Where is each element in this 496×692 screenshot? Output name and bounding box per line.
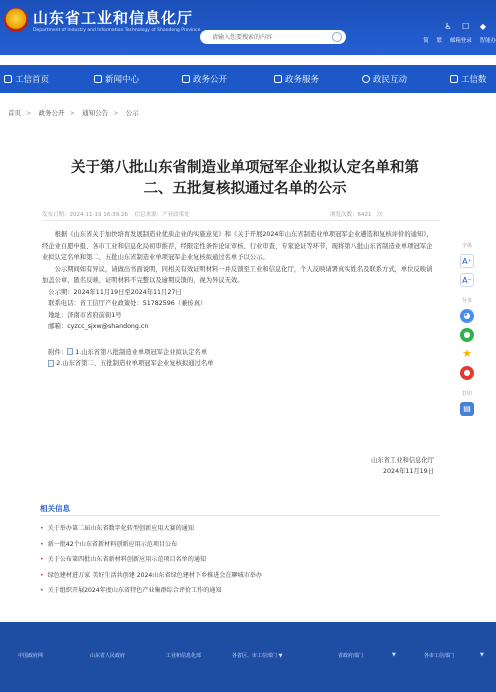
header-links [417,36,496,44]
footer-link-miit[interactable]: 工业和信息化部 [166,653,202,659]
nav-item-gov-service[interactable]: 政务服务 [274,73,319,85]
emblem-logo [4,8,28,32]
chat-icon [362,75,370,83]
related-item[interactable]: • 关于公布第四批山东省新材料创新应用示范项目名单的通知 [40,552,450,568]
breadcrumb-gov-open[interactable]: 政务公开 [38,109,65,117]
related-item[interactable]: • 新一批42个山东省新材料创新应用示范项目公布 [40,537,450,553]
footer-select-cities[interactable]: 各市工信部门 [424,653,455,659]
info-source: 信息来源：产业政策处 [134,212,190,218]
share-weibo-icon[interactable]: ● [460,366,474,380]
search-placeholder: 请输入您要搜索的内容 [212,34,273,41]
breadcrumb-notices[interactable]: 通知公告 [82,109,109,117]
article-body [42,229,438,370]
font-increase-button[interactable]: A⁺ [460,254,474,268]
contact-phone: 联系电话：省工信厅产业政策处：51782596（兼传真） [48,300,207,307]
chevron-down-icon[interactable]: ▼ [480,652,484,658]
search-input[interactable] [200,30,346,44]
related-item[interactable]: • 关于组织开展2024年度山东省特色产业集群综合评价工作的通知 [40,583,450,599]
attachment-row: 附件： 1.山东省第八批制造业单项冠军企业拟认定名单 [48,348,208,356]
side-toolbar [452,238,482,416]
footer-select-provinces[interactable]: 各省区、市工信部门 ▼ [232,653,283,659]
file-icon [48,360,54,367]
attachment-link-2[interactable]: 2.山东省第二、五批制造业单项冠军企业复核拟通过名单 [56,360,214,367]
footer-links [0,652,496,666]
search-icon[interactable] [332,32,342,42]
breadcrumb-home[interactable]: 首页 [8,109,21,117]
attachment-link-1[interactable]: 1.山东省第八批制造业单项冠军企业拟认定名单 [75,348,208,356]
favorite-star-icon[interactable]: ★ [462,347,472,360]
footer-link-gov[interactable]: 中国政府网 [18,653,44,659]
article-meta [42,210,195,218]
attachment-row [48,358,438,370]
smart-office-link[interactable]: 智能办 [479,38,496,44]
site-footer [0,622,496,692]
traditional-link[interactable]: 繁 [436,38,442,44]
notice-period: 公示期：2024年11月19日至2024年11月27日 [48,288,182,296]
nav-item-interaction[interactable]: 政民互动 [362,73,407,85]
contact-address: 地址：济南市省府前街1号 [48,311,122,319]
related-title: 相关信息 [40,504,70,513]
sign-date: 2024年11月19日 [383,468,434,475]
divider [42,220,440,221]
nav-item-home[interactable]: 工信首页 [4,73,49,85]
contact-email: 邮箱：cyzcc_sjxw@shandong.cn [48,323,149,330]
font-decrease-button[interactable]: A⁻ [460,273,474,287]
view-count: 浏览次数：6421 次 [330,212,383,218]
divider [40,515,440,516]
related-item[interactable]: • 关于举办第二届山东省数字化转型创新应用大赛的通知 [40,521,450,537]
nav-item-data[interactable]: 工信数 [450,73,487,85]
file-icon [67,348,73,355]
print-label: 打印 [461,391,472,397]
related-item[interactable]: • 绿色建材进万家 美好生活共创建 2024山东省绿色建材下乡推进会在聊城市举办 [40,568,450,584]
monitor-icon [182,75,190,83]
home-icon [4,75,12,83]
signer: 山东省工业和信息化厅 [371,457,434,464]
page-title: 关于第八批山东省制造业单项冠军企业拟认定名单和第 二、五批复核拟通过名单的公示 [71,160,419,197]
nav-item-gov-open[interactable]: 政务公开 [182,73,227,85]
font-size-label: 字体 [461,243,472,249]
site-title: 山东省工业和信息化厅 [33,9,194,27]
nav-item-news[interactable]: 新闻中心 [94,73,139,85]
breadcrumb-public[interactable]: 公示 [125,109,139,117]
site-header [0,0,496,55]
share-wechat-icon[interactable]: ● [460,328,474,342]
data-icon [450,75,458,83]
footer-select-departments[interactable]: 省政府部门 [338,653,364,659]
print-icon[interactable]: ▤ [460,402,474,416]
service-icon [274,75,282,83]
chevron-down-icon[interactable]: ▼ [392,652,396,658]
related-list [40,521,450,599]
publish-date: 发布日期：2024-11-19 16:39:26 [42,212,128,218]
paragraph: 根据《山东省关于加快培育发展制造业优质企业的实施意见》和《关于开展2024年山东省制造业单项冠军企业遴选和复核评价的通知》，经企业自愿申报、各市工业和信息化局初审推荐，经限定性条件论证审核、行业审查、专家论证等环节，现将第八批山东省制造业单项冠军企业拟认定名单和第二、五批山东省制造业单项冠军企业复核拟通过名单予以公示。 [42,231,433,261]
main-nav [0,65,496,93]
signature-block [360,455,434,477]
simplified-link[interactable]: 简 [423,38,429,44]
breadcrumb: 首页 > 政务公开 > 通知公告 > 公示 [8,109,139,117]
news-icon [94,75,102,83]
site-subtitle: Department of Industry and Information Technology of Shandong Province [33,28,201,33]
header-utility-icons[interactable]: ♿ ☐ ◆ [444,22,490,31]
mail-login-link[interactable]: 邮箱登录 [449,38,472,44]
share-label: 分享 [461,298,472,304]
paragraph: 公示期间如有异议，请做出书面说明，同相关有效证明材料一并反馈至工业和信息化厅，个人反映请署真实姓名及联系方式，单位反映请加盖公章，匿名反映、证明材料不完整以及逾期反馈的，视为异议无效。 [42,265,433,284]
footer-link-province[interactable]: 山东省人民政府 [90,653,126,659]
share-qq-icon[interactable]: ◕ [460,309,474,323]
